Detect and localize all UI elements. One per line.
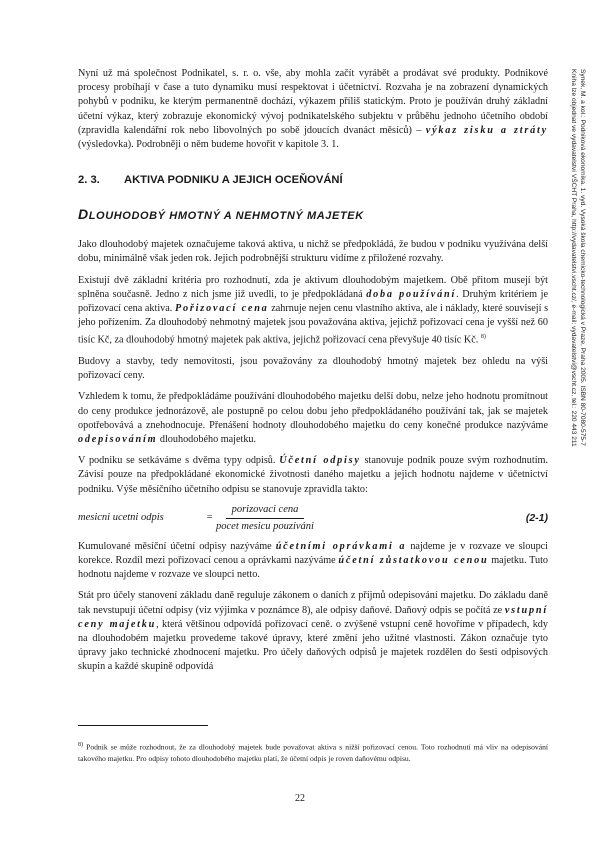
paragraph-tax-depreciation: Stát pro účely stanovení základu daně reguluje zákonem o daních z příjmů odepisování majetku. Do základu daně tak nevstupují účetní odpisy (viz výjimka v poznámce 8), ale odpisy daňové. Daňový odpis se počítá ze vstupní ceny majetku, která většinou odpovídá pořizovací ceně. o zvýšené vstupní ceně hovoříme v případech, kdy na dlouhodobém majetku provedeme takové úpravy, které změní jeho užitné vlastnosti. Zákon označuje tyto úpravy jako technické zhodnocení majetku. Pro účely daňových odpisů je majetek rozdělen do šesti odpisových skupin a každé skupině odpovídá (78, 590, 548, 673)
paragraph-accumulated: Kumulované měsíční účetní odpisy nazýváme účetními oprávkami a najdeme je v rozvaze ve sloupci korekce. Rozdíl mezi pořizovací cenou a oprávkami nazýváme účetní zůstatkovou cenou majetku. Tuto hodnotu najdeme v rozvaze ve sloupci netto. (78, 540, 549, 581)
emphasis-term: účetní zůstatkovou cenou (338, 555, 489, 567)
footnote-reference: 8) (480, 334, 486, 341)
formula-equals: = (206, 512, 214, 524)
footnote (78, 740, 548, 764)
paragraph-depreciation: Vzhledem k tomu, že předpokládáme používání dlouhodobého majetku delší dobu, nelze jeho hodnotu promítnout do ceny produkce jednorázově, ale postupně po celou dobu jeho předpokládaného používání tak, jak se majetek opotřebovává a znehodnocuje. Přenášení hodnoty dlouhodobého majetku do ceny konečné produkce nazýváme odepisováním dlouhodobého majetku. (78, 391, 548, 446)
footnote-mark: 8) (78, 742, 83, 748)
paragraph-criteria: Existují dvě základní kritéria pro rozhodnutí, zda je aktivum dlouhodobým majetkem. Obě přitom musejí být splněna současně. Jedno z nich jsme již uvedli, to je předpokládaná doba používání. Druhým kritériem je pořizovací cena aktiva. Pořizovací cena zahrnuje nejen cenu vlastního aktiva, ale i náklady, které souvisejí s jeho pořízením. Za dlouhodobý nehmotný majetek jsou považována aktiva, jejichž pořizovací cena je vyšší než 60 tisíc Kč, za dlouhodobý hmotný majetek pak aktiva, jejichž pořizovací cena převyšuje 40 tisíc Kč. $^{8)}$ (78, 274, 549, 346)
formula-lhs: mesicni ucetni odpis (78, 512, 164, 524)
formula-fraction (216, 504, 314, 532)
page-number: 22 (295, 793, 305, 804)
publisher-line: Kniha lze objednat ve vydavatelství VŠCHT Praha, http://vydavatelstvi.vscht.cz/, e-mail: vydavatelstvi@vscht.cz, tel.: 220 443 211 (570, 69, 577, 447)
intro-paragraph: Nyní už má společnost Podnikatel, s. r. o. vše, aby mohla začít vyrábět a prodávat své produkty. Podnikové procesy probíhají v čase a tuto dynamiku musí respektovat i účetnictví. Rozvaha je na zobrazení dynamických pohybů v podniku, ke kterým permanentně dochází, výkazem příliš statickým. Proto je používán druhý základní účetní výkaz, který zobrazuje ekonomický vývoj podnikatelského subjektu v průběhu jednoho účetního období (zpravidla kalendářní rok nebo libovolných po sobě jdoucích dvanáct měsíců) – výkaz zisku a ztráty (výsledovka). Podrobněji o něm budeme hovořit v kapitole 3. 1. (78, 68, 548, 151)
side-citation (570, 69, 586, 649)
emphasis-term: výkaz zisku a ztráty (425, 124, 548, 136)
section-title: AKTIVA PODNIKU A JEJICH OCEŇOVÁNÍ (124, 174, 343, 187)
citation-line: Synek, M. a kol.: Podniková ekonomika. 1. vyd. Vysoká škola chemicko-technologická v Praze, Praha 2005. ISBN 80-7080-575-7 (579, 69, 586, 446)
footnote-rule (78, 725, 208, 726)
paragraph-buildings: Budovy a stavby, tedy nemovitosti, jsou považovány za dlouhodobý hmotný majetek bez ohledu na výši pořizovací ceny. (78, 356, 548, 382)
emphasis-term: Účetní odpisy (279, 455, 361, 467)
section-heading (78, 174, 548, 186)
subsection-heading: DLOUHODOBÝ HMOTNÝ A NEHMOTNÝ MAJETEK (78, 206, 364, 223)
formula-denominator: pocet mesicu pouziváni (216, 520, 314, 532)
emphasis-term: Pořizovací cena (175, 303, 269, 315)
emphasis-term: vstupní ceny majetku (78, 604, 548, 630)
formula-number: (2-1) (525, 511, 548, 524)
footnote-text: Podnik se může rozhodnout, že za dlouhodobý majetek bude považovat aktiva s nižší pořizovací cenou. Toto rozhodnutí má vliv na odepisování takového majetku. Pro odpisy tohoto dlouhodobého majetku platí, že účetní odpis je roven daňovému odpisu. (78, 742, 549, 763)
main-text (78, 67, 548, 682)
paragraph-definition: Jako dlouhodobý majetek označujeme taková aktiva, u nichž se předpokládá, že budou v podniku využívána delší dobu, minimálně však jeden rok. Jejich podrobnější strukturu vidíme z přiložené rozvahy. (78, 239, 548, 265)
formula-2-1 (78, 504, 548, 532)
section-number: 2. 3. (78, 174, 100, 187)
paragraph-accounting-depreciation: V podniku se setkáváme s dvěma typy odpisů. Účetní odpisy stanovuje podnik pouze svým rozhodnutím. Závisí pouze na předpokládané ekonomické životnosti daného majetku a jejich hodnotu najdeme v účetnictví podniku. Výše měsíčního účetního odpisu se stanovuje zpravidla takto: (78, 455, 548, 495)
emphasis-term: odepisováním (78, 434, 158, 446)
formula-numerator: porizovaci cena (226, 504, 305, 519)
emphasis-term: účetními oprávkami a (275, 540, 407, 552)
emphasis-term: doba používání (366, 288, 457, 300)
